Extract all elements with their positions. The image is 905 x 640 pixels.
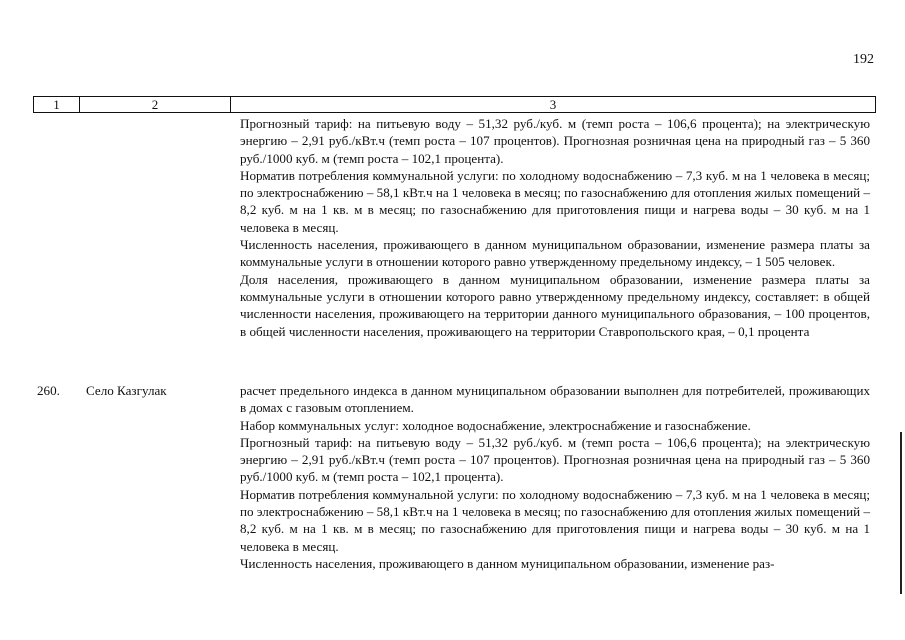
table-header-row	[33, 96, 876, 113]
header-col-3: 3	[549, 97, 557, 112]
entry-text	[240, 382, 870, 572]
header-col-1: 1	[34, 97, 80, 112]
entry-name: Село Казгулак	[86, 383, 167, 398]
paragraph-calculation: расчет предельного индекса в данном муниципальном образовании выполнен для потребителей, проживающих в домах с газовым отоплением.	[240, 383, 870, 416]
margin-scan-mark	[900, 432, 902, 594]
header-col-2: 2	[80, 97, 231, 112]
paragraph-tariff: Прогнозный тариф: на питьевую воду – 51,32 руб./куб. м (темп роста – 106,6 процента); на электрическую энергию – 2,91 руб./кВт.ч (темп роста – 107 процентов). Прогнозная розничная цена на природный газ – 5 360 руб./1000 куб. м (темп роста – 102,1 процента).	[240, 434, 870, 485]
paragraph-consumption-norm: Норматив потребления коммунальной услуги: по холодному водоснабжению – 7,3 куб. м на 1 человека в месяц; по электроснабжению – 58,1 кВт.ч на 1 человека в месяц; по газоснабжению для отопления жилых помещений – 8,2 куб. м на 1 кв. м в месяц; по газоснабжению для приготовления пищи и нагрева воды – 30 куб. м на 1 человека в месяц.	[240, 167, 870, 235]
page-number: 192	[853, 52, 874, 67]
paragraph-population-share: Доля населения, проживающего в данном муниципальном образовании, изменение размера платы за коммунальные услуги в отношении которого равно утвержденному предельному индексу, составляет: в общей численности населения, проживающего на территории данного муниципального образования, – 100 процентов, в общей численности населения, проживающего на территории Ставропольского края, – 0,1 процента	[240, 271, 870, 339]
continued-cell-text	[240, 115, 870, 340]
entry-number: 260.	[37, 383, 60, 398]
paragraph-tariff: Прогнозный тариф: на питьевую воду – 51,32 руб./куб. м (темп роста – 106,6 процента); на электрическую энергию – 2,91 руб./кВт.ч (темп роста – 107 процентов). Прогнозная розничная цена на природный газ – 5 360 руб./1000 куб. м (темп роста – 102,1 процента).	[240, 116, 870, 166]
paragraph-services-set: Набор коммунальных услуг: холодное водоснабжение, электроснабжение и газоснабжение.	[240, 417, 751, 433]
paragraph-population-count: Численность населения, проживающего в данном муниципальном образовании, изменение размера платы за коммунальные услуги в отношении которого равно утвержденному предельному индексу, – 1 505 человек.	[240, 237, 870, 270]
paragraph-consumption-norm: Норматив потребления коммунальной услуги: по холодному водоснабжению – 7,3 куб. м на 1 человека в месяц; по электроснабжению – 58,1 кВт.ч на 1 человека в месяц; по газоснабжению для отопления жилых помещений – 8,2 куб. м на 1 кв. м в месяц; по газоснабжению для приготовления пищи и нагрева воды – 30 куб. м на 1 человека в месяц.	[240, 486, 870, 554]
paragraph-population-count: Численность населения, проживающего в данном муниципальном образовании, изменение раз-	[240, 555, 775, 571]
